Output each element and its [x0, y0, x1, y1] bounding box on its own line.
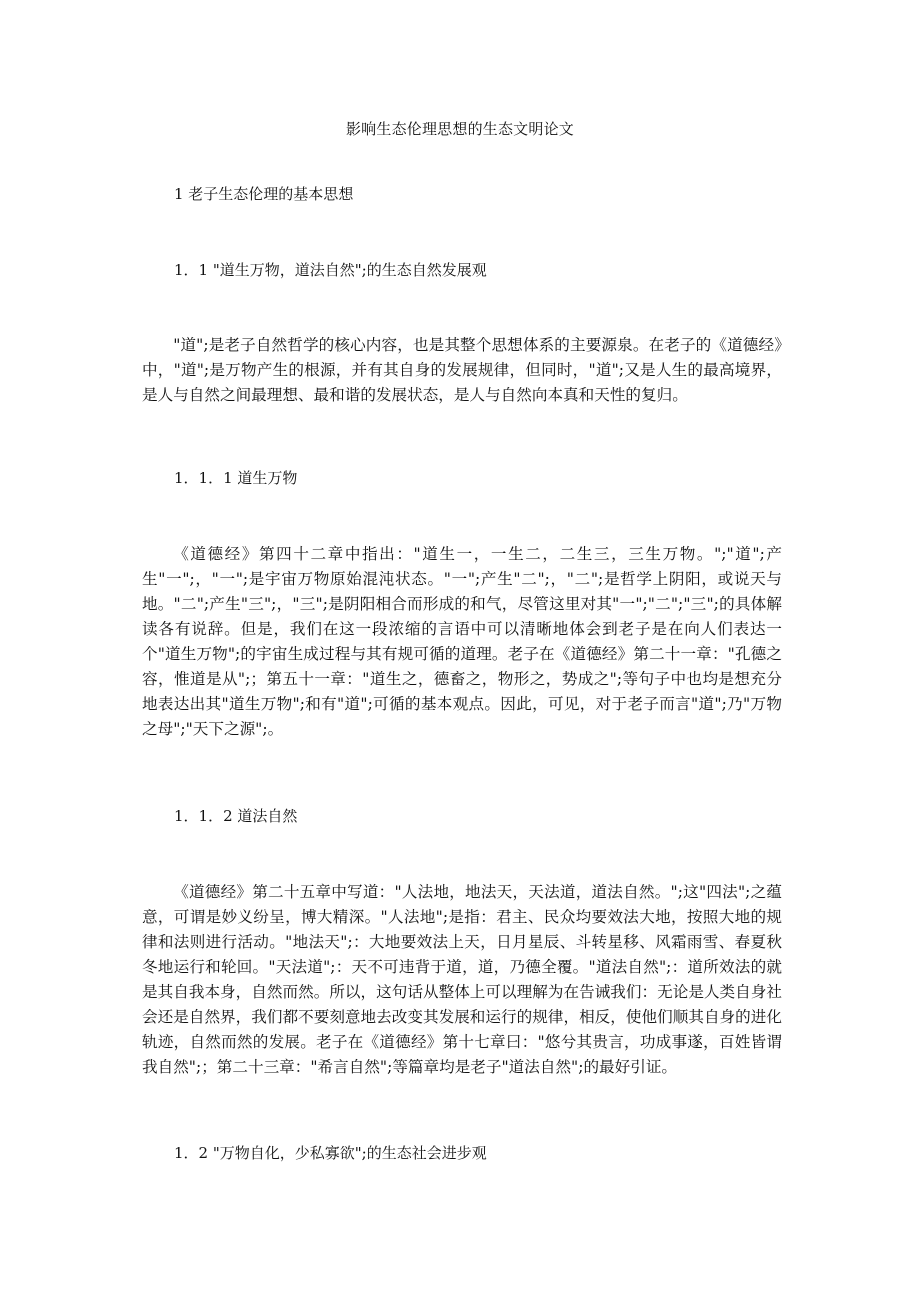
section-heading-1: 1 老子生态伦理的基本思想: [174, 185, 354, 203]
paragraph-dao-fa-zi-ran: 《道德经》第二十五章中写道："人法地，地法天，天法道，道法自然。";这"四法";之蕴意，可谓是妙义纷呈，博大精深。"人法地";是指：君主、民众均要效法大地，按照大地的规律和法则进行活动。"地法天";：大地要效法上天，日月星辰、斗转星移、风霜雨雪、春夏秋冬地运行和轮回。"天法道";：天不可违背于道，道，乃德全覆。"道法自然";：道所效法的就是其自我本身，自然而然。所以，这句话从整体上可以理解为在告诫我们：无论是人类自身社会还是自然界，我们都不要刻意地去改变其发展和运行的规律，相反，使他们顺其自身的进化轨迹，自然而然的发展。老子在《道德经》第十七章曰："悠兮其贵言，功成事遂，百姓皆谓我自然";；第二十三章："希言自然";等篇章均是老子"道法自然";的最好引证。: [142, 883, 782, 1076]
subheading-1-2: 1．2 "万物自化，少私寡欲";的生态社会进步观: [174, 1144, 487, 1162]
section-heading-1-1: 1．1 "道生万物，道法自然";的生态自然发展观: [174, 261, 487, 279]
subheading-1-1-1: 1．1．1 道生万物: [174, 469, 298, 487]
paragraph-dao-intro: "道";是老子自然哲学的核心内容，也是其整个思想体系的主要源泉。在老子的《道德经》中，"道";是万物产生的根源，并有其自身的发展规律，但同时，"道";又是人生的最高境界，是人与自然之间最理想、最和谐的发展状态，是人与自然向本真和天性的复归。: [142, 336, 782, 404]
paragraph-dao-sheng-wan-wu: 《道德经》第四十二章中指出："道生一，一生二，二生三，三生万物。";"道";产生"一";，"一";是宇宙万物原始混沌状态。"一";产生"二";，"二";是哲学上阴阳，或说天与地。"二";产生"三";，"三";是阴阳相合而形成的和气，尽管这里对其"一";"二";"三";的具体解读各有说辞。但是，我们在这一段浓缩的言语中可以清晰地体会到老子是在向人们表达一个"道生万物";的宇宙生成过程与其有规可循的道理。老子在《道德经》第二十一章："孔德之容，惟道是从";；第五十一章："道生之，德畜之，物形之，势成之";等句子中也均是想充分地表达出其"道生万物";和有"道";可循的基本观点。因此，可见，对于老子而言"道";乃"万物之母";"天下之源";。: [142, 545, 782, 738]
page-title: 影响生态伦理思想的生态文明论文: [345, 120, 574, 138]
subheading-1-1-2: 1．1．2 道法自然: [174, 807, 298, 825]
